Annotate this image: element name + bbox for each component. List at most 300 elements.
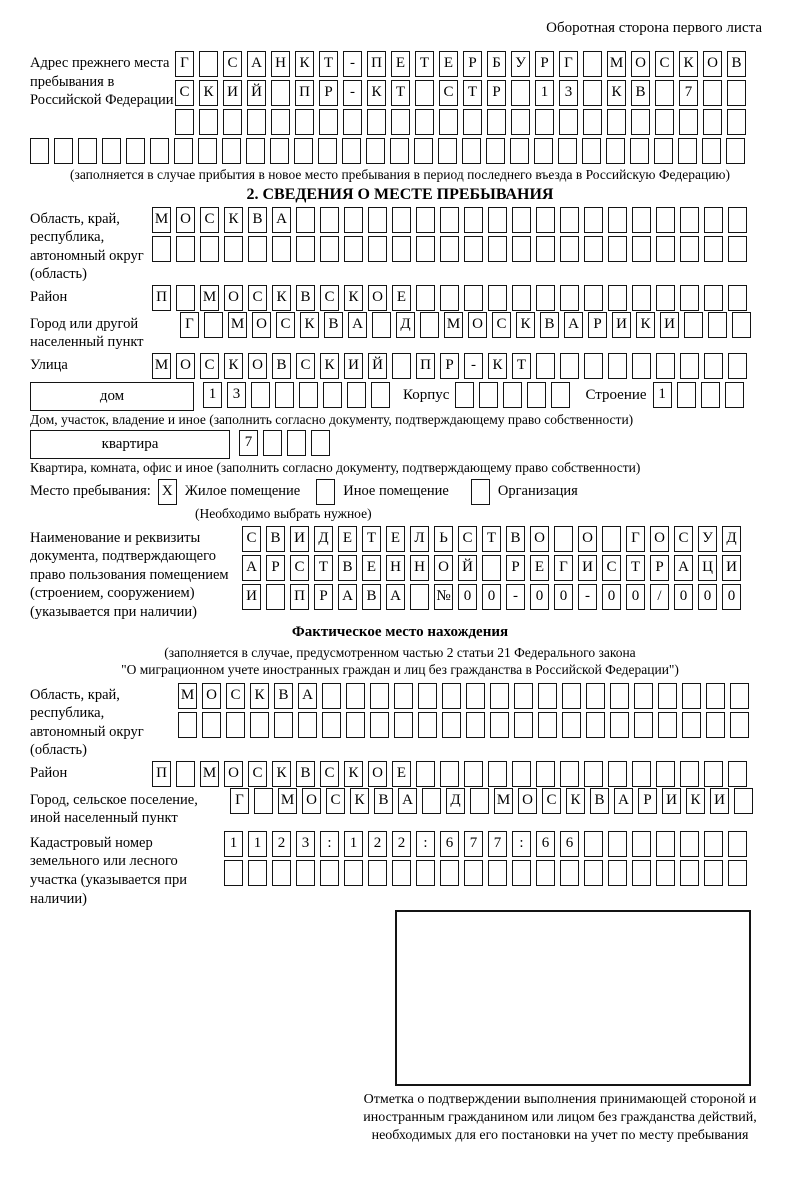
char-cell[interactable] (702, 138, 721, 164)
char-cell[interactable] (584, 860, 603, 886)
char-cell[interactable] (680, 860, 699, 886)
char-cell[interactable] (656, 761, 675, 787)
char-cell[interactable] (366, 138, 385, 164)
char-cell[interactable] (175, 109, 194, 135)
char-cell[interactable] (346, 712, 365, 738)
char-cell[interactable]: М (228, 312, 247, 338)
char-cell[interactable]: И (662, 788, 681, 814)
char-cell[interactable] (254, 788, 273, 814)
char-cell[interactable] (410, 584, 429, 610)
char-cell[interactable]: 1 (344, 831, 363, 857)
char-cell[interactable]: С (200, 353, 219, 379)
char-cell[interactable]: - (578, 584, 597, 610)
char-cell[interactable]: - (343, 80, 362, 106)
char-cell[interactable] (250, 712, 269, 738)
char-cell[interactable] (392, 207, 411, 233)
char-cell[interactable]: С (542, 788, 561, 814)
char-cell[interactable] (632, 285, 651, 311)
char-cell[interactable]: А (386, 584, 405, 610)
char-cell[interactable]: Р (314, 584, 333, 610)
char-cell[interactable] (512, 285, 531, 311)
char-cell[interactable]: 0 (482, 584, 501, 610)
char-cell[interactable]: К (250, 683, 269, 709)
char-cell[interactable]: С (276, 312, 295, 338)
char-cell[interactable]: Г (230, 788, 249, 814)
char-cell[interactable] (266, 584, 285, 610)
char-cell[interactable] (126, 138, 145, 164)
char-cell[interactable] (730, 683, 749, 709)
char-cell[interactable] (320, 860, 339, 886)
char-cell[interactable]: П (295, 80, 314, 106)
char-cell[interactable]: В (590, 788, 609, 814)
char-cell[interactable]: К (679, 51, 698, 77)
char-cell[interactable] (703, 109, 722, 135)
char-cell[interactable] (272, 860, 291, 886)
char-cell[interactable]: П (152, 761, 171, 787)
char-cell[interactable]: Р (266, 555, 285, 581)
char-cell[interactable]: М (607, 51, 626, 77)
char-cell[interactable]: О (176, 207, 195, 233)
char-cell[interactable] (344, 860, 363, 886)
char-cell[interactable] (466, 683, 485, 709)
char-cell[interactable]: С (296, 353, 315, 379)
char-cell[interactable]: Г (554, 555, 573, 581)
char-cell[interactable] (295, 109, 314, 135)
char-cell[interactable]: К (300, 312, 319, 338)
char-cell[interactable]: Р (506, 555, 525, 581)
char-cell[interactable] (632, 207, 651, 233)
char-cell[interactable]: Т (391, 80, 410, 106)
char-cell[interactable] (464, 285, 483, 311)
char-cell[interactable] (560, 236, 579, 262)
char-cell[interactable] (680, 285, 699, 311)
char-cell[interactable]: О (224, 761, 243, 787)
char-cell[interactable] (487, 109, 506, 135)
char-cell[interactable] (102, 138, 121, 164)
char-cell[interactable] (554, 526, 573, 552)
char-cell[interactable]: И (612, 312, 631, 338)
char-cell[interactable] (634, 683, 653, 709)
char-cell[interactable] (202, 712, 221, 738)
char-cell[interactable] (370, 712, 389, 738)
char-cell[interactable]: К (367, 80, 386, 106)
char-cell[interactable] (466, 712, 485, 738)
char-cell[interactable] (486, 138, 505, 164)
char-cell[interactable]: 0 (554, 584, 573, 610)
char-cell[interactable] (462, 138, 481, 164)
char-cell[interactable] (178, 712, 197, 738)
char-cell[interactable]: 1 (653, 382, 672, 408)
char-cell[interactable]: М (178, 683, 197, 709)
char-cell[interactable]: О (650, 526, 669, 552)
char-cell[interactable] (656, 285, 675, 311)
char-cell[interactable]: О (224, 285, 243, 311)
char-cell[interactable]: К (344, 285, 363, 311)
char-cell[interactable]: 7 (679, 80, 698, 106)
char-cell[interactable]: К (686, 788, 705, 814)
char-cell[interactable]: К (607, 80, 626, 106)
char-cell[interactable] (176, 236, 195, 262)
char-cell[interactable]: К (516, 312, 535, 338)
char-cell[interactable] (367, 109, 386, 135)
char-cell[interactable]: М (200, 285, 219, 311)
char-cell[interactable]: С (320, 761, 339, 787)
char-cell[interactable] (728, 860, 747, 886)
char-cell[interactable] (656, 831, 675, 857)
char-cell[interactable]: В (338, 555, 357, 581)
char-cell[interactable]: О (530, 526, 549, 552)
char-cell[interactable] (584, 236, 603, 262)
char-cell[interactable]: П (367, 51, 386, 77)
char-cell[interactable] (703, 80, 722, 106)
char-cell[interactable]: Д (314, 526, 333, 552)
char-cell[interactable]: С (320, 285, 339, 311)
char-cell[interactable] (490, 712, 509, 738)
char-cell[interactable] (632, 353, 651, 379)
char-cell[interactable] (536, 285, 555, 311)
char-cell[interactable] (584, 207, 603, 233)
char-cell[interactable] (488, 860, 507, 886)
char-cell[interactable]: О (631, 51, 650, 77)
char-cell[interactable]: : (416, 831, 435, 857)
char-cell[interactable]: К (224, 207, 243, 233)
char-cell[interactable] (584, 761, 603, 787)
char-cell[interactable] (680, 236, 699, 262)
char-cell[interactable] (311, 430, 330, 456)
char-cell[interactable] (527, 382, 546, 408)
char-cell[interactable] (584, 285, 603, 311)
char-cell[interactable]: 2 (272, 831, 291, 857)
char-cell[interactable]: В (506, 526, 525, 552)
char-cell[interactable]: В (374, 788, 393, 814)
char-cell[interactable]: О (176, 353, 195, 379)
char-cell[interactable] (584, 831, 603, 857)
char-cell[interactable] (30, 138, 49, 164)
char-cell[interactable]: Т (415, 51, 434, 77)
char-cell[interactable]: К (199, 80, 218, 106)
char-cell[interactable]: Г (626, 526, 645, 552)
char-cell[interactable]: Е (338, 526, 357, 552)
char-cell[interactable] (608, 207, 627, 233)
char-cell[interactable] (728, 207, 747, 233)
char-cell[interactable] (680, 761, 699, 787)
char-cell[interactable]: М (278, 788, 297, 814)
char-cell[interactable]: : (512, 831, 531, 857)
char-cell[interactable]: 3 (296, 831, 315, 857)
char-cell[interactable] (512, 860, 531, 886)
char-cell[interactable]: Л (410, 526, 429, 552)
char-cell[interactable]: 1 (224, 831, 243, 857)
char-cell[interactable] (560, 860, 579, 886)
char-cell[interactable] (656, 353, 675, 379)
char-cell[interactable] (372, 312, 391, 338)
char-cell[interactable]: О (368, 285, 387, 311)
char-cell[interactable] (251, 382, 270, 408)
char-cell[interactable] (204, 312, 223, 338)
char-cell[interactable] (263, 430, 282, 456)
char-cell[interactable] (322, 712, 341, 738)
char-cell[interactable]: Р (638, 788, 657, 814)
char-cell[interactable] (512, 207, 531, 233)
char-cell[interactable]: С (602, 555, 621, 581)
char-cell[interactable] (439, 109, 458, 135)
char-cell[interactable] (368, 207, 387, 233)
char-cell[interactable]: Р (463, 51, 482, 77)
char-cell[interactable]: П (152, 285, 171, 311)
char-cell[interactable] (512, 761, 531, 787)
char-cell[interactable]: И (242, 584, 261, 610)
char-cell[interactable] (630, 138, 649, 164)
char-cell[interactable] (512, 236, 531, 262)
char-cell[interactable] (634, 712, 653, 738)
char-cell[interactable] (479, 382, 498, 408)
char-cell[interactable] (727, 109, 746, 135)
char-cell[interactable] (422, 788, 441, 814)
char-cell[interactable]: К (224, 353, 243, 379)
char-cell[interactable] (704, 207, 723, 233)
char-cell[interactable]: Ь (434, 526, 453, 552)
char-cell[interactable]: С (248, 761, 267, 787)
char-cell[interactable]: С (200, 207, 219, 233)
char-cell[interactable] (440, 236, 459, 262)
char-cell[interactable]: О (202, 683, 221, 709)
char-cell[interactable] (176, 761, 195, 787)
char-cell[interactable] (704, 285, 723, 311)
char-cell[interactable] (684, 312, 703, 338)
char-cell[interactable] (559, 109, 578, 135)
char-cell[interactable]: И (344, 353, 363, 379)
char-cell[interactable] (416, 207, 435, 233)
char-cell[interactable]: В (324, 312, 343, 338)
char-cell[interactable]: 1 (248, 831, 267, 857)
char-cell[interactable]: 1 (535, 80, 554, 106)
char-cell[interactable]: С (290, 555, 309, 581)
char-cell[interactable]: К (566, 788, 585, 814)
char-cell[interactable]: 7 (488, 831, 507, 857)
char-cell[interactable] (538, 683, 557, 709)
char-cell[interactable] (602, 526, 621, 552)
char-cell[interactable] (583, 51, 602, 77)
char-cell[interactable] (704, 860, 723, 886)
char-cell[interactable] (394, 683, 413, 709)
char-cell[interactable]: Т (482, 526, 501, 552)
char-cell[interactable]: А (674, 555, 693, 581)
char-cell[interactable]: - (343, 51, 362, 77)
char-cell[interactable] (511, 80, 530, 106)
char-cell[interactable]: С (326, 788, 345, 814)
char-cell[interactable] (442, 712, 461, 738)
char-cell[interactable]: Р (588, 312, 607, 338)
char-cell[interactable] (656, 860, 675, 886)
char-cell[interactable] (680, 831, 699, 857)
char-cell[interactable] (294, 138, 313, 164)
checkbox-organizaciya[interactable] (471, 479, 490, 505)
char-cell[interactable]: О (302, 788, 321, 814)
char-cell[interactable] (536, 236, 555, 262)
char-cell[interactable]: Н (386, 555, 405, 581)
char-cell[interactable]: 7 (239, 430, 258, 456)
char-cell[interactable] (510, 138, 529, 164)
char-cell[interactable]: - (464, 353, 483, 379)
char-cell[interactable]: У (511, 51, 530, 77)
char-cell[interactable] (464, 860, 483, 886)
char-cell[interactable] (200, 236, 219, 262)
char-cell[interactable] (607, 109, 626, 135)
char-cell[interactable]: Г (559, 51, 578, 77)
char-cell[interactable] (415, 80, 434, 106)
char-cell[interactable] (271, 109, 290, 135)
char-cell[interactable] (536, 761, 555, 787)
char-cell[interactable]: К (272, 285, 291, 311)
char-cell[interactable] (418, 683, 437, 709)
char-cell[interactable] (416, 860, 435, 886)
char-cell[interactable] (440, 761, 459, 787)
char-cell[interactable]: С (175, 80, 194, 106)
char-cell[interactable] (560, 353, 579, 379)
char-cell[interactable] (708, 312, 727, 338)
char-cell[interactable]: 1 (203, 382, 222, 408)
char-cell[interactable]: П (416, 353, 435, 379)
char-cell[interactable] (488, 207, 507, 233)
char-cell[interactable]: С (439, 80, 458, 106)
char-cell[interactable] (320, 236, 339, 262)
char-cell[interactable] (488, 285, 507, 311)
char-cell[interactable]: 0 (602, 584, 621, 610)
char-cell[interactable] (632, 236, 651, 262)
char-cell[interactable] (464, 761, 483, 787)
char-cell[interactable]: О (434, 555, 453, 581)
char-cell[interactable]: Е (530, 555, 549, 581)
char-cell[interactable]: А (348, 312, 367, 338)
char-cell[interactable] (287, 430, 306, 456)
char-cell[interactable]: Н (271, 51, 290, 77)
char-cell[interactable]: 0 (626, 584, 645, 610)
char-cell[interactable]: К (350, 788, 369, 814)
char-cell[interactable]: 2 (392, 831, 411, 857)
char-cell[interactable]: Д (446, 788, 465, 814)
char-cell[interactable] (677, 382, 696, 408)
char-cell[interactable] (152, 236, 171, 262)
char-cell[interactable] (418, 712, 437, 738)
char-cell[interactable]: К (488, 353, 507, 379)
char-cell[interactable] (704, 831, 723, 857)
char-cell[interactable]: П (290, 584, 309, 610)
char-cell[interactable] (734, 788, 753, 814)
char-cell[interactable] (248, 860, 267, 886)
char-cell[interactable]: В (274, 683, 293, 709)
char-cell[interactable]: Т (362, 526, 381, 552)
char-cell[interactable] (728, 831, 747, 857)
char-cell[interactable]: / (650, 584, 669, 610)
char-cell[interactable]: М (494, 788, 513, 814)
char-cell[interactable] (198, 138, 217, 164)
char-cell[interactable]: Д (722, 526, 741, 552)
char-cell[interactable]: 0 (458, 584, 477, 610)
char-cell[interactable]: О (518, 788, 537, 814)
char-cell[interactable]: Т (463, 80, 482, 106)
char-cell[interactable] (632, 860, 651, 886)
char-cell[interactable] (368, 860, 387, 886)
char-cell[interactable] (296, 236, 315, 262)
char-cell[interactable] (656, 236, 675, 262)
char-cell[interactable] (440, 860, 459, 886)
char-cell[interactable]: М (444, 312, 463, 338)
char-cell[interactable]: А (614, 788, 633, 814)
char-cell[interactable] (463, 109, 482, 135)
char-cell[interactable] (346, 683, 365, 709)
char-cell[interactable]: И (722, 555, 741, 581)
char-cell[interactable] (323, 382, 342, 408)
char-cell[interactable]: Е (439, 51, 458, 77)
char-cell[interactable]: 3 (559, 80, 578, 106)
char-cell[interactable] (318, 138, 337, 164)
char-cell[interactable] (606, 138, 625, 164)
char-cell[interactable] (392, 353, 411, 379)
char-cell[interactable] (394, 712, 413, 738)
char-cell[interactable] (608, 236, 627, 262)
char-cell[interactable]: Т (512, 353, 531, 379)
char-cell[interactable] (511, 109, 530, 135)
char-cell[interactable] (730, 712, 749, 738)
char-cell[interactable]: С (226, 683, 245, 709)
char-cell[interactable]: В (248, 207, 267, 233)
char-cell[interactable] (440, 285, 459, 311)
char-cell[interactable]: С (242, 526, 261, 552)
char-cell[interactable] (679, 109, 698, 135)
char-cell[interactable] (608, 761, 627, 787)
char-cell[interactable]: 6 (560, 831, 579, 857)
char-cell[interactable] (223, 109, 242, 135)
char-cell[interactable] (728, 285, 747, 311)
char-cell[interactable]: 0 (674, 584, 693, 610)
char-cell[interactable] (538, 712, 557, 738)
char-cell[interactable]: Б (487, 51, 506, 77)
char-cell[interactable]: К (636, 312, 655, 338)
char-cell[interactable] (562, 712, 581, 738)
char-cell[interactable]: В (296, 761, 315, 787)
char-cell[interactable] (586, 683, 605, 709)
char-cell[interactable]: С (674, 526, 693, 552)
checkbox-zhiloe[interactable]: X (158, 479, 177, 505)
char-cell[interactable] (682, 712, 701, 738)
char-cell[interactable]: К (295, 51, 314, 77)
char-cell[interactable]: А (398, 788, 417, 814)
char-cell[interactable] (274, 712, 293, 738)
char-cell[interactable] (725, 382, 744, 408)
char-cell[interactable] (226, 712, 245, 738)
char-cell[interactable]: К (320, 353, 339, 379)
char-cell[interactable] (438, 138, 457, 164)
char-cell[interactable] (224, 236, 243, 262)
char-cell[interactable] (658, 683, 677, 709)
char-cell[interactable] (655, 80, 674, 106)
char-cell[interactable] (176, 285, 195, 311)
char-cell[interactable]: В (362, 584, 381, 610)
char-cell[interactable]: О (468, 312, 487, 338)
char-cell[interactable]: О (703, 51, 722, 77)
char-cell[interactable] (416, 236, 435, 262)
char-cell[interactable]: С (248, 285, 267, 311)
char-cell[interactable] (344, 236, 363, 262)
char-cell[interactable] (224, 860, 243, 886)
char-cell[interactable] (391, 109, 410, 135)
char-cell[interactable]: Е (362, 555, 381, 581)
char-cell[interactable] (728, 761, 747, 787)
char-cell[interactable] (551, 382, 570, 408)
char-cell[interactable] (728, 236, 747, 262)
char-cell[interactable]: К (344, 761, 363, 787)
char-cell[interactable] (296, 860, 315, 886)
